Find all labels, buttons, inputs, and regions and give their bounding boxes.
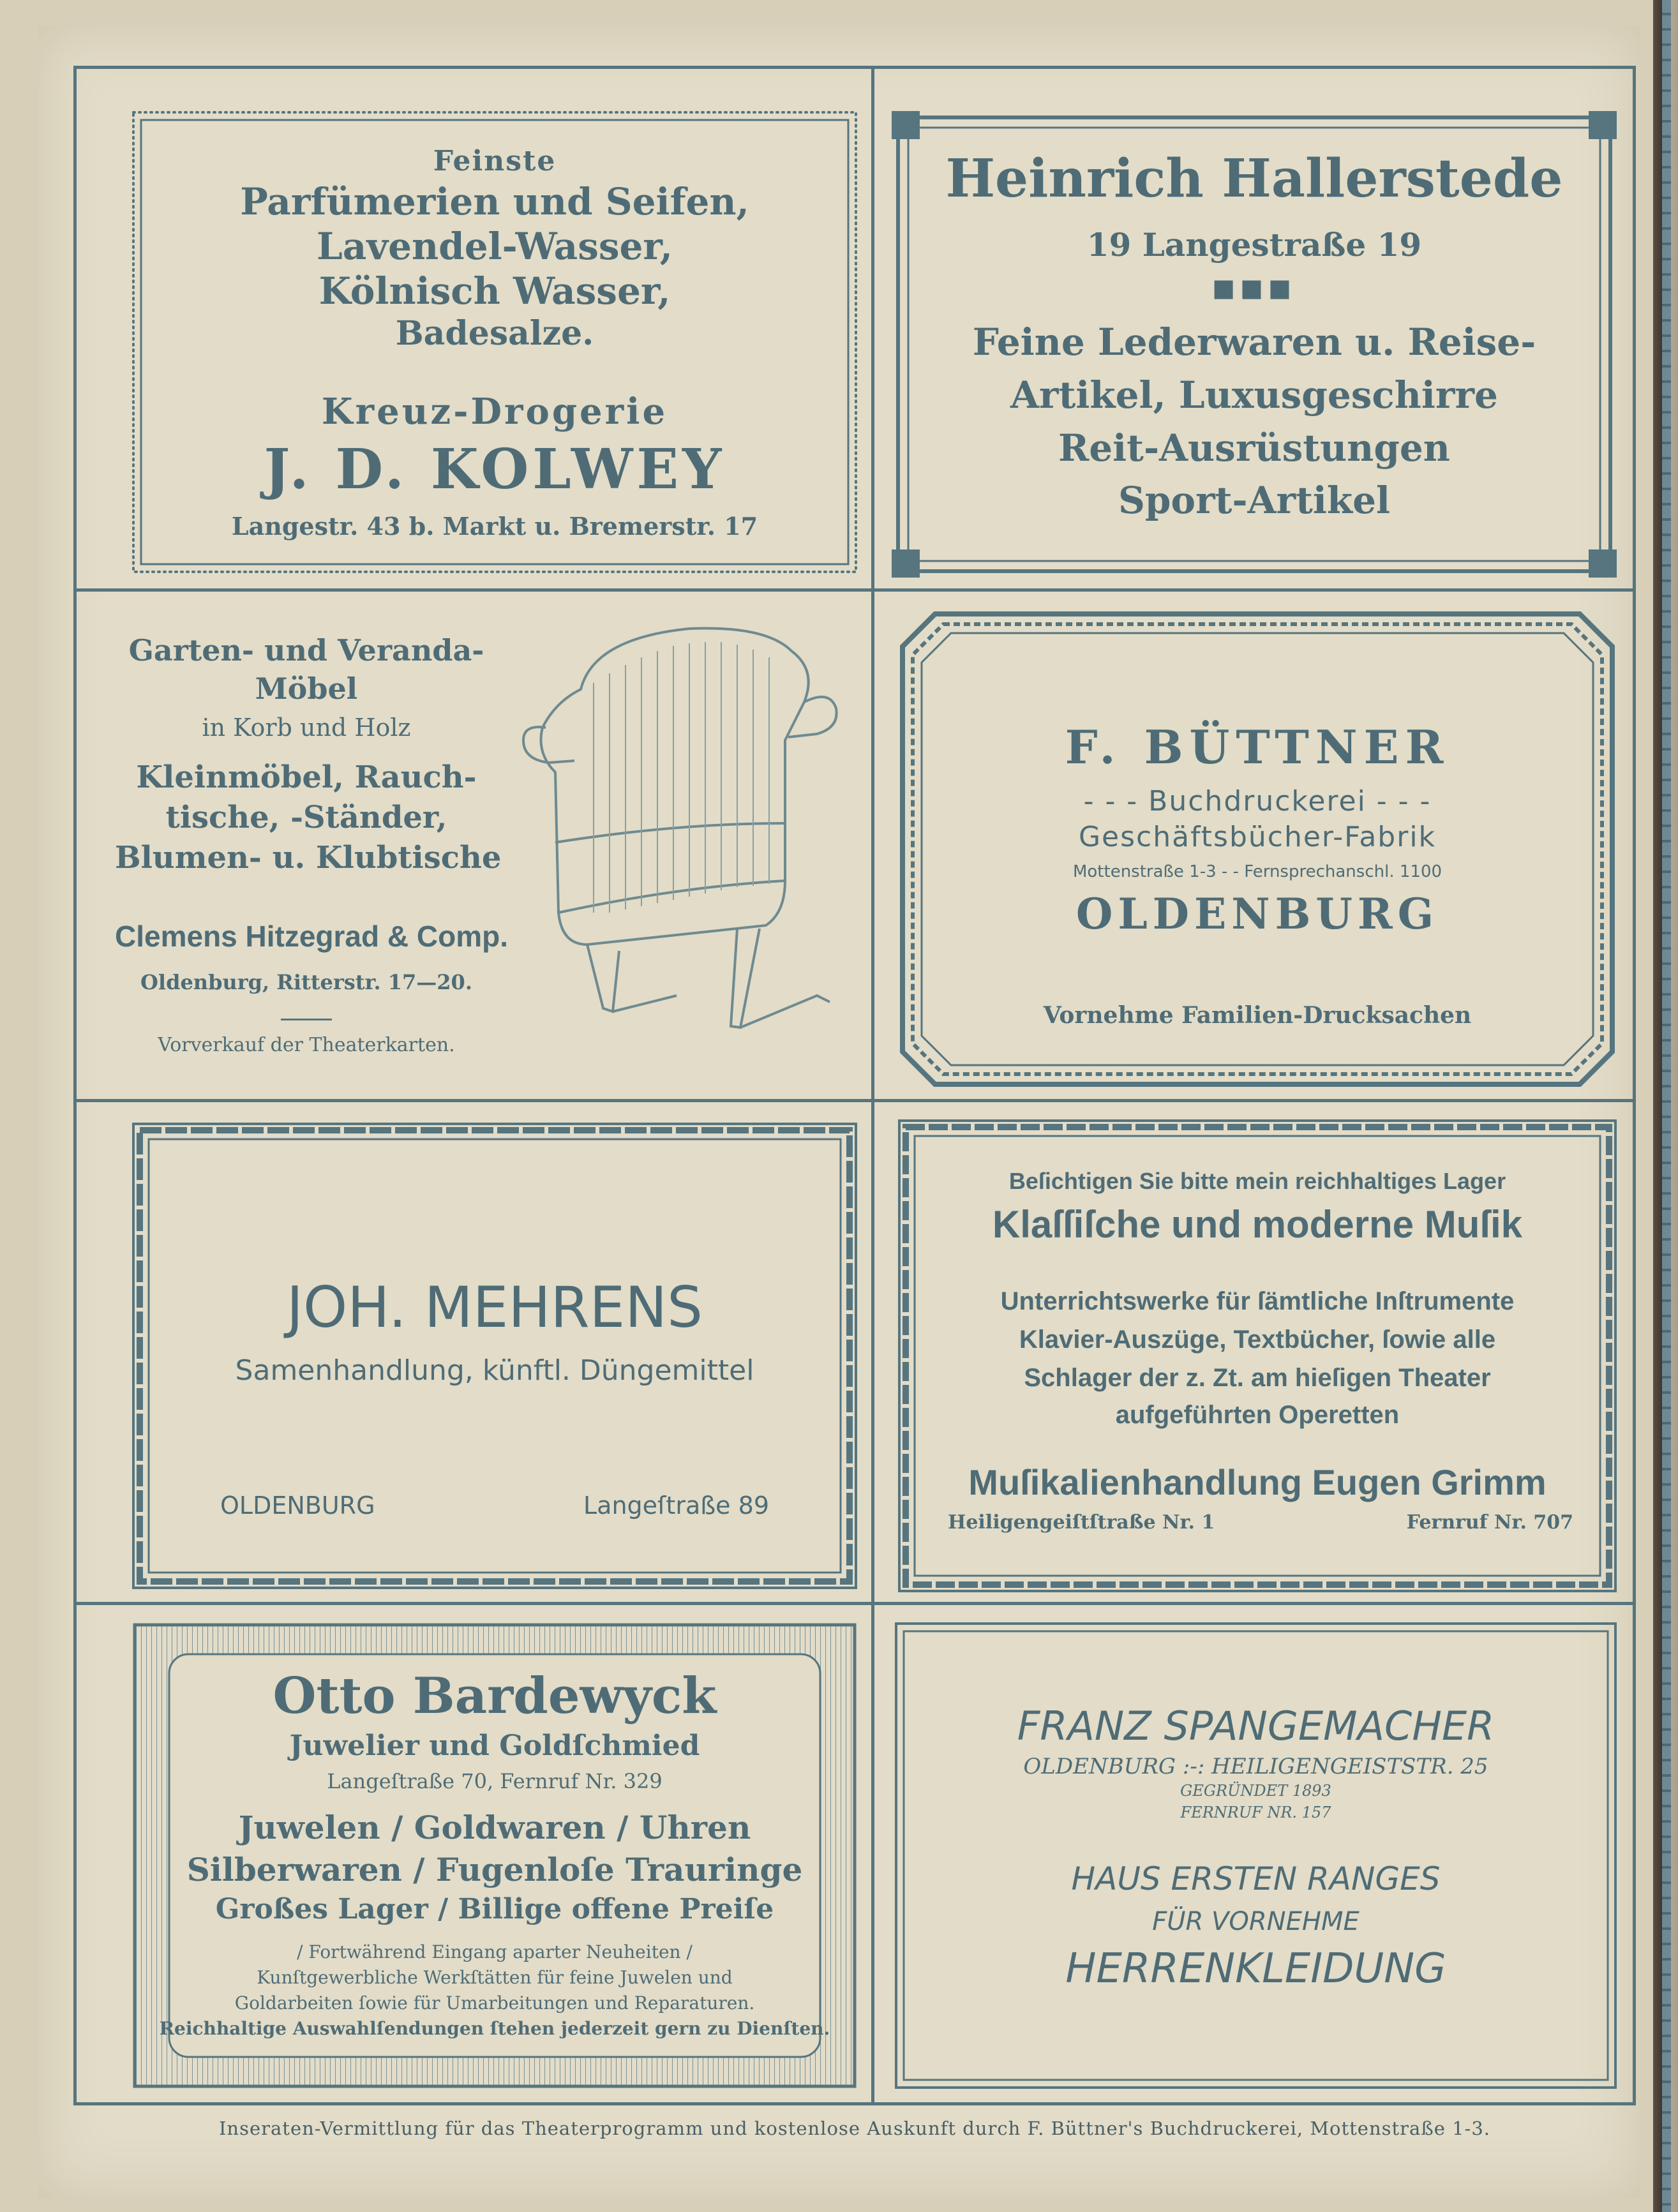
kolwey-line6: Kreuz-Drogerie xyxy=(321,391,668,433)
hitzegrad-name: Clemens Hitzegrad & Comp. xyxy=(115,920,508,953)
hitzegrad-rule xyxy=(281,1019,332,1020)
binding-edge xyxy=(1653,0,1678,2212)
mehrens-subtitle: Samenhandlung, künftl. Düngemittel xyxy=(235,1354,754,1387)
ad-kolwey xyxy=(131,110,858,574)
grid-divider-row3 xyxy=(73,1602,1636,1605)
grimm-line3: Unterrichtswerke für ſämtliche Inſtrumente xyxy=(1000,1287,1515,1315)
ad-grimm xyxy=(897,1118,1618,1594)
bardewyck-line1: Juwelier und Goldſchmied xyxy=(289,1730,700,1762)
buettner-line3: Mottenstraße 1-3 - - Fernsprechanschl. 1100 xyxy=(1072,862,1442,881)
kolwey-line1: Feinste xyxy=(433,145,557,177)
ad-hallerstede xyxy=(890,110,1618,579)
kolwey-line5: Badesalze. xyxy=(395,314,594,353)
hitzegrad-line4: Kleinmöbel, Rauch- xyxy=(136,759,477,795)
ad-spangemacher xyxy=(894,1621,1618,2090)
binding-stitch xyxy=(1662,0,1671,2212)
grimm-line6: aufgeführten Operetten xyxy=(1115,1401,1400,1429)
bardewyck-line7: Kunſtgewerbliche Werkſtätten für feine Juwelen und xyxy=(257,1967,733,1988)
spangemacher-border xyxy=(894,1621,1618,2090)
hitzegrad-line2: Möbel xyxy=(255,671,358,706)
hitzegrad-line3: in Korb und Holz xyxy=(202,714,411,742)
mehrens-address: Langeſtraße 89 xyxy=(583,1491,769,1520)
spangemacher-founded: GEGRÜNDET 1893 xyxy=(1180,1782,1331,1800)
bardewyck-line4: Silberwaren / Fugenloſe Trauringe xyxy=(186,1851,803,1888)
grimm-address: Heiligengeiſtſtraße Nr. 1 xyxy=(948,1511,1215,1534)
bardewyck-name: Otto Bardewyck xyxy=(273,1667,717,1725)
spangemacher-line3: HERRENKLEIDUNG xyxy=(1065,1945,1446,1992)
hallerstede-line4: Sport-Artikel xyxy=(1118,479,1391,522)
kolwey-line2: Parfümerien und Seifen, xyxy=(240,180,749,223)
buettner-line1: - - - Buchdruckerei - - - xyxy=(1083,785,1432,818)
bardewyck-line6: / Fortwährend Eingang aparter Neuheiten / xyxy=(297,1941,693,1962)
mehrens-city: OLDENBURG xyxy=(220,1491,375,1520)
hallerstede-ornament: ■■■ xyxy=(1212,273,1296,302)
bardewyck-line9: Reichhaltige Auswahlſendungen ſtehen jederzeit gern zu Dienſten. xyxy=(159,2018,830,2039)
grimm-line4: Klavier-Auszüge, Textbücher, ſowie alle xyxy=(1019,1326,1496,1354)
kolwey-name: J. D. KOLWEY xyxy=(264,437,726,502)
grid-divider-row1 xyxy=(73,588,1636,592)
bardewyck-line8: Goldarbeiten ſowie für Umarbeitungen und Reparaturen. xyxy=(234,1992,755,2014)
grimm-line1: Beſichtigen Sie bitte mein reichhaltiges Lager xyxy=(1008,1168,1506,1194)
grimm-name: Muſikalienhandlung Eugen Grimm xyxy=(968,1462,1547,1502)
ad-buettner xyxy=(900,611,1615,1087)
hitzegrad-line1: Garten- und Veranda- xyxy=(128,633,484,668)
spangemacher-line2: FÜR VORNEHME xyxy=(1152,1907,1360,1936)
hitzegrad-line6: Blumen- u. Klubtische xyxy=(115,840,502,876)
hallerstede-line2: Artikel, Luxusgeschirre xyxy=(1010,373,1498,417)
hitzegrad-address: Oldenburg, Ritterstr. 17—20. xyxy=(140,970,472,994)
hitzegrad-note: Vorverkauf der Theaterkarten. xyxy=(158,1034,455,1056)
grimm-phone: Fernruf Nr. 707 xyxy=(1406,1511,1573,1534)
bardewyck-line3: Juwelen / Goldwaren / Uhren xyxy=(238,1809,751,1846)
grimm-line2: Klaſſiſche und moderne Muſik xyxy=(992,1203,1523,1246)
kolwey-line3: Lavendel-Wasser, xyxy=(317,225,673,268)
buettner-name: F. BÜTTNER xyxy=(1065,720,1450,774)
spangemacher-phone: FERNRUF NR. 157 xyxy=(1180,1804,1331,1821)
hallerstede-address: 19 Langestraße 19 xyxy=(1086,226,1422,264)
grid-divider-vertical xyxy=(871,66,874,2105)
mehrens-name: JOH. MEHRENS xyxy=(287,1274,703,1340)
kolwey-address: Langestr. 43 b. Markt u. Bremerstr. 17 xyxy=(231,512,758,541)
hallerstede-line1: Feine Lederwaren u. Reise- xyxy=(972,320,1536,364)
spangemacher-address: OLDENBURG :-: HEILIGENGEISTSTR. 25 xyxy=(1023,1754,1488,1779)
grimm-line5: Schlager der z. Zt. am hieſigen Theater xyxy=(1024,1364,1491,1392)
spangemacher-line1: HAUS ERSTEN RANGES xyxy=(1071,1860,1441,1897)
buettner-city: OLDENBURG xyxy=(1075,889,1439,939)
wicker-chair-illustration xyxy=(485,613,843,1085)
hitzegrad-line5: tische, -Ständer, xyxy=(165,800,447,835)
hallerstede-name: Heinrich Hallerstede xyxy=(945,148,1563,209)
ad-bardewyck xyxy=(131,1621,858,2090)
ad-mehrens xyxy=(131,1121,858,1590)
spangemacher-name: FRANZ SPANGEMACHER xyxy=(1017,1703,1495,1749)
buettner-slogan: Vornehme Familien-Drucksachen xyxy=(1043,1002,1472,1029)
ad-hitzegrad xyxy=(115,613,855,1085)
buettner-line2: Geschäftsbücher-Fabrik xyxy=(1078,821,1437,853)
bardewyck-line2: Langeſtraße 70, Fernruf Nr. 329 xyxy=(327,1769,663,1793)
page-footer: Inseraten-Vermittlung für das Theaterprogramm und kostenlose Auskunft durch F. Büttner's Buchdruckerei, Mottenstraße 1-3. xyxy=(218,2118,1491,2139)
kolwey-line4: Kölnisch Wasser, xyxy=(318,269,671,313)
grid-divider-row2 xyxy=(73,1099,1636,1102)
hallerstede-line3: Reit-Ausrüstungen xyxy=(1058,426,1450,470)
bardewyck-line5: Großes Lager / Billige offene Preiſe xyxy=(215,1893,774,1925)
